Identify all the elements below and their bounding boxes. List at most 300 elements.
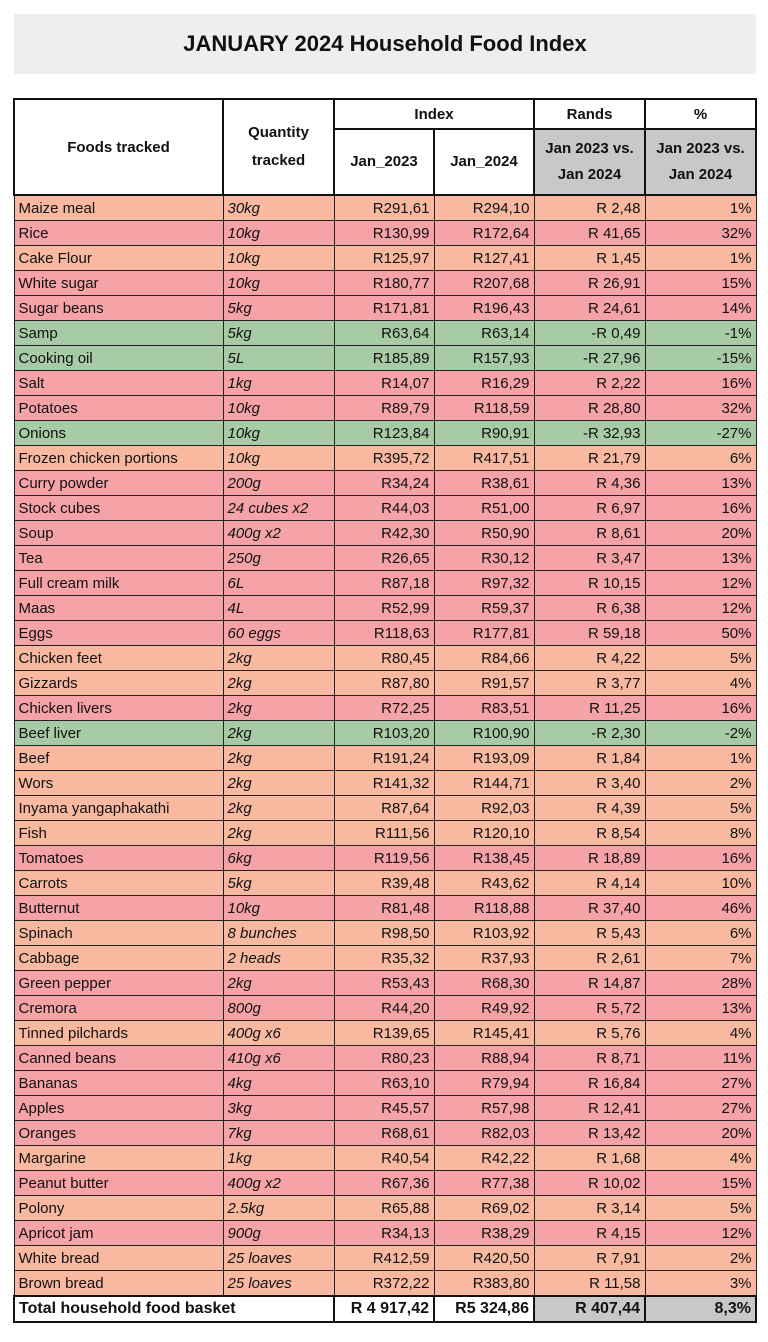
cell-rands-change: R 1,68 <box>534 1146 645 1171</box>
cell-quantity: 24 cubes x2 <box>223 496 334 521</box>
cell-jan-2023: R98,50 <box>334 921 434 946</box>
cell-jan-2023: R123,84 <box>334 421 434 446</box>
header-rands: Rands <box>534 99 645 129</box>
cell-rands-change: R 41,65 <box>534 221 645 246</box>
cell-quantity: 5L <box>223 346 334 371</box>
cell-rands-change: R 2,48 <box>534 195 645 221</box>
cell-rands-change: R 6,38 <box>534 596 645 621</box>
table-row <box>14 471 756 496</box>
cell-percent-change: 46% <box>645 896 756 921</box>
cell-jan-2023: R80,45 <box>334 646 434 671</box>
cell-percent-change: -27% <box>645 421 756 446</box>
cell-quantity: 10kg <box>223 896 334 921</box>
cell-jan-2023: R119,56 <box>334 846 434 871</box>
table-row <box>14 271 756 296</box>
cell-quantity: 400g x6 <box>223 1021 334 1046</box>
cell-food: Frozen chicken portions <box>14 446 223 471</box>
cell-jan-2024: R103,92 <box>434 921 534 946</box>
food-rows <box>14 195 756 1296</box>
table-row <box>14 1271 756 1297</box>
header-jan-2024: Jan_2024 <box>434 129 534 195</box>
total-row <box>14 1296 756 1322</box>
cell-food: Tinned pilchards <box>14 1021 223 1046</box>
cell-rands-change: -R 27,96 <box>534 346 645 371</box>
header-rands-comparison: Jan 2023 vs. Jan 2024 <box>534 129 645 195</box>
cell-quantity: 900g <box>223 1221 334 1246</box>
cell-jan-2023: R45,57 <box>334 1096 434 1121</box>
cell-percent-change: 14% <box>645 296 756 321</box>
cell-rands-change: R 5,72 <box>534 996 645 1021</box>
cell-jan-2023: R42,30 <box>334 521 434 546</box>
cell-jan-2024: R100,90 <box>434 721 534 746</box>
cell-percent-change: 11% <box>645 1046 756 1071</box>
cell-jan-2024: R63,14 <box>434 321 534 346</box>
cell-quantity: 6kg <box>223 846 334 871</box>
cell-quantity: 1kg <box>223 371 334 396</box>
cell-rands-change: R 3,77 <box>534 671 645 696</box>
cell-quantity: 10kg <box>223 421 334 446</box>
cell-jan-2024: R50,90 <box>434 521 534 546</box>
cell-jan-2023: R14,07 <box>334 371 434 396</box>
table-row <box>14 896 756 921</box>
table-row <box>14 771 756 796</box>
cell-food: Potatoes <box>14 396 223 421</box>
table-row <box>14 721 756 746</box>
page-title: JANUARY 2024 Household Food Index <box>183 31 587 56</box>
cell-percent-change: 27% <box>645 1071 756 1096</box>
cell-rands-change: R 8,61 <box>534 521 645 546</box>
cell-quantity: 410g x6 <box>223 1046 334 1071</box>
table-row <box>14 221 756 246</box>
cell-jan-2024: R91,57 <box>434 671 534 696</box>
cell-jan-2024: R193,09 <box>434 746 534 771</box>
cell-rands-change: R 37,40 <box>534 896 645 921</box>
table-row <box>14 571 756 596</box>
cell-jan-2023: R125,97 <box>334 246 434 271</box>
cell-percent-change: 4% <box>645 671 756 696</box>
cell-rands-change: R 4,22 <box>534 646 645 671</box>
cell-rands-change: R 11,25 <box>534 696 645 721</box>
cell-percent-change: 6% <box>645 921 756 946</box>
cell-jan-2023: R118,63 <box>334 621 434 646</box>
cell-jan-2023: R180,77 <box>334 271 434 296</box>
table-row <box>14 746 756 771</box>
cell-percent-change: 6% <box>645 446 756 471</box>
cell-food: Apples <box>14 1096 223 1121</box>
cell-jan-2024: R120,10 <box>434 821 534 846</box>
cell-jan-2023: R171,81 <box>334 296 434 321</box>
cell-jan-2023: R52,99 <box>334 596 434 621</box>
cell-percent-change: 16% <box>645 371 756 396</box>
cell-jan-2024: R177,81 <box>434 621 534 646</box>
cell-jan-2023: R26,65 <box>334 546 434 571</box>
cell-quantity: 4kg <box>223 1071 334 1096</box>
cell-jan-2024: R145,41 <box>434 1021 534 1046</box>
cell-food: Stock cubes <box>14 496 223 521</box>
cell-food: Cabbage <box>14 946 223 971</box>
cell-food: Samp <box>14 321 223 346</box>
cell-food: Salt <box>14 371 223 396</box>
cell-percent-change: 1% <box>645 746 756 771</box>
cell-rands-change: R 12,41 <box>534 1096 645 1121</box>
cell-quantity: 25 loaves <box>223 1246 334 1271</box>
cell-rands-change: R 11,58 <box>534 1271 645 1297</box>
cell-jan-2023: R63,64 <box>334 321 434 346</box>
cell-food: Curry powder <box>14 471 223 496</box>
cell-quantity: 7kg <box>223 1121 334 1146</box>
total-jan-2024: R5 324,86 <box>434 1296 534 1322</box>
table-row <box>14 371 756 396</box>
cell-rands-change: R 5,76 <box>534 1021 645 1046</box>
cell-jan-2023: R87,80 <box>334 671 434 696</box>
header-percent: % <box>645 99 756 129</box>
cell-jan-2023: R44,03 <box>334 496 434 521</box>
cell-quantity: 5kg <box>223 321 334 346</box>
cell-food: Apricot jam <box>14 1221 223 1246</box>
cell-jan-2024: R207,68 <box>434 271 534 296</box>
cell-percent-change: 8% <box>645 821 756 846</box>
cell-jan-2024: R157,93 <box>434 346 534 371</box>
cell-jan-2024: R127,41 <box>434 246 534 271</box>
cell-quantity: 10kg <box>223 446 334 471</box>
cell-jan-2024: R38,61 <box>434 471 534 496</box>
table-row <box>14 1021 756 1046</box>
cell-food: Maas <box>14 596 223 621</box>
cell-jan-2024: R77,38 <box>434 1171 534 1196</box>
cell-jan-2023: R141,32 <box>334 771 434 796</box>
header-index: Index <box>334 99 534 129</box>
cell-percent-change: 32% <box>645 396 756 421</box>
table-row <box>14 1246 756 1271</box>
table-row <box>14 846 756 871</box>
cell-food: Rice <box>14 221 223 246</box>
title-banner <box>14 14 756 74</box>
cell-percent-change: 3% <box>645 1271 756 1297</box>
table-row <box>14 446 756 471</box>
cell-quantity: 2kg <box>223 696 334 721</box>
cell-jan-2024: R417,51 <box>434 446 534 471</box>
cell-rands-change: R 3,14 <box>534 1196 645 1221</box>
cell-percent-change: 16% <box>645 496 756 521</box>
total-rands-change: R 407,44 <box>534 1296 645 1322</box>
cell-jan-2023: R395,72 <box>334 446 434 471</box>
cell-jan-2023: R139,65 <box>334 1021 434 1046</box>
cell-rands-change: R 2,61 <box>534 946 645 971</box>
cell-percent-change: 10% <box>645 871 756 896</box>
header-jan-2023: Jan_2023 <box>334 129 434 195</box>
cell-percent-change: 27% <box>645 1096 756 1121</box>
cell-food: Margarine <box>14 1146 223 1171</box>
table-row <box>14 1046 756 1071</box>
food-index-table <box>13 98 757 1323</box>
cell-jan-2024: R144,71 <box>434 771 534 796</box>
cell-food: Green pepper <box>14 971 223 996</box>
table-row <box>14 821 756 846</box>
table-row <box>14 521 756 546</box>
cell-rands-change: R 14,87 <box>534 971 645 996</box>
cell-percent-change: 15% <box>645 1171 756 1196</box>
cell-rands-change: R 16,84 <box>534 1071 645 1096</box>
cell-jan-2024: R82,03 <box>434 1121 534 1146</box>
table-row <box>14 546 756 571</box>
cell-food: Fish <box>14 821 223 846</box>
cell-quantity: 5kg <box>223 871 334 896</box>
cell-food: Gizzards <box>14 671 223 696</box>
cell-percent-change: 13% <box>645 996 756 1021</box>
cell-percent-change: 1% <box>645 246 756 271</box>
cell-food: Sugar beans <box>14 296 223 321</box>
table-row <box>14 971 756 996</box>
cell-jan-2024: R84,66 <box>434 646 534 671</box>
cell-jan-2023: R53,43 <box>334 971 434 996</box>
cell-jan-2024: R294,10 <box>434 195 534 221</box>
header-foods-tracked: Foods tracked <box>14 99 223 195</box>
cell-quantity: 10kg <box>223 271 334 296</box>
cell-jan-2023: R130,99 <box>334 221 434 246</box>
cell-quantity: 2kg <box>223 746 334 771</box>
cell-jan-2023: R372,22 <box>334 1271 434 1297</box>
cell-rands-change: R 1,84 <box>534 746 645 771</box>
cell-percent-change: 4% <box>645 1146 756 1171</box>
cell-quantity: 2kg <box>223 646 334 671</box>
cell-quantity: 6L <box>223 571 334 596</box>
table-row <box>14 1121 756 1146</box>
cell-quantity: 400g x2 <box>223 1171 334 1196</box>
cell-jan-2023: R34,13 <box>334 1221 434 1246</box>
cell-jan-2024: R43,62 <box>434 871 534 896</box>
cell-jan-2023: R67,36 <box>334 1171 434 1196</box>
cell-jan-2024: R196,43 <box>434 296 534 321</box>
cell-rands-change: R 18,89 <box>534 846 645 871</box>
cell-rands-change: R 8,71 <box>534 1046 645 1071</box>
table-row <box>14 596 756 621</box>
cell-quantity: 2kg <box>223 721 334 746</box>
cell-jan-2024: R16,29 <box>434 371 534 396</box>
total-jan-2023: R 4 917,42 <box>334 1296 434 1322</box>
cell-jan-2023: R39,48 <box>334 871 434 896</box>
cell-jan-2024: R383,80 <box>434 1271 534 1297</box>
table-row <box>14 1196 756 1221</box>
cell-jan-2023: R89,79 <box>334 396 434 421</box>
cell-food: Beef <box>14 746 223 771</box>
cell-jan-2023: R63,10 <box>334 1071 434 1096</box>
cell-jan-2023: R40,54 <box>334 1146 434 1171</box>
cell-food: Brown bread <box>14 1271 223 1297</box>
cell-quantity: 2kg <box>223 671 334 696</box>
cell-jan-2023: R65,88 <box>334 1196 434 1221</box>
cell-percent-change: 32% <box>645 221 756 246</box>
cell-jan-2024: R118,88 <box>434 896 534 921</box>
cell-jan-2023: R72,25 <box>334 696 434 721</box>
cell-percent-change: 4% <box>645 1021 756 1046</box>
cell-jan-2023: R111,56 <box>334 821 434 846</box>
cell-rands-change: -R 0,49 <box>534 321 645 346</box>
cell-quantity: 2 heads <box>223 946 334 971</box>
table-row <box>14 946 756 971</box>
table-row <box>14 1171 756 1196</box>
table-row <box>14 1221 756 1246</box>
header-quantity-tracked: Quantity tracked <box>223 99 334 195</box>
cell-jan-2024: R49,92 <box>434 996 534 1021</box>
cell-jan-2024: R92,03 <box>434 796 534 821</box>
cell-percent-change: 1% <box>645 195 756 221</box>
cell-percent-change: 16% <box>645 696 756 721</box>
cell-food: Chicken livers <box>14 696 223 721</box>
cell-food: Tea <box>14 546 223 571</box>
table-row <box>14 321 756 346</box>
cell-quantity: 2kg <box>223 821 334 846</box>
cell-percent-change: 2% <box>645 1246 756 1271</box>
cell-rands-change: R 3,40 <box>534 771 645 796</box>
cell-percent-change: 12% <box>645 1221 756 1246</box>
cell-jan-2024: R79,94 <box>434 1071 534 1096</box>
cell-percent-change: 12% <box>645 596 756 621</box>
cell-percent-change: 50% <box>645 621 756 646</box>
cell-rands-change: R 8,54 <box>534 821 645 846</box>
cell-jan-2024: R37,93 <box>434 946 534 971</box>
cell-food: Wors <box>14 771 223 796</box>
cell-food: Cremora <box>14 996 223 1021</box>
cell-rands-change: R 4,39 <box>534 796 645 821</box>
cell-jan-2023: R80,23 <box>334 1046 434 1071</box>
table-row <box>14 246 756 271</box>
cell-jan-2023: R81,48 <box>334 896 434 921</box>
cell-percent-change: -1% <box>645 321 756 346</box>
table-row <box>14 696 756 721</box>
cell-rands-change: R 4,36 <box>534 471 645 496</box>
cell-percent-change: 20% <box>645 521 756 546</box>
cell-rands-change: R 5,43 <box>534 921 645 946</box>
cell-quantity: 400g x2 <box>223 521 334 546</box>
cell-food: Polony <box>14 1196 223 1221</box>
table-row <box>14 496 756 521</box>
table-row <box>14 1096 756 1121</box>
cell-jan-2023: R103,20 <box>334 721 434 746</box>
cell-jan-2024: R90,91 <box>434 421 534 446</box>
cell-jan-2023: R191,24 <box>334 746 434 771</box>
cell-percent-change: 16% <box>645 846 756 871</box>
cell-jan-2024: R138,45 <box>434 846 534 871</box>
header-percent-comparison: Jan 2023 vs. Jan 2024 <box>645 129 756 195</box>
cell-food: White bread <box>14 1246 223 1271</box>
cell-percent-change: 13% <box>645 471 756 496</box>
cell-quantity: 10kg <box>223 221 334 246</box>
cell-jan-2024: R30,12 <box>434 546 534 571</box>
cell-jan-2024: R172,64 <box>434 221 534 246</box>
cell-rands-change: R 13,42 <box>534 1121 645 1146</box>
cell-rands-change: R 21,79 <box>534 446 645 471</box>
table-row <box>14 921 756 946</box>
cell-food: Carrots <box>14 871 223 896</box>
cell-percent-change: 13% <box>645 546 756 571</box>
cell-rands-change: R 4,14 <box>534 871 645 896</box>
cell-jan-2023: R291,61 <box>334 195 434 221</box>
cell-food: Eggs <box>14 621 223 646</box>
cell-rands-change: R 10,02 <box>534 1171 645 1196</box>
cell-quantity: 10kg <box>223 246 334 271</box>
table-row <box>14 421 756 446</box>
cell-jan-2024: R42,22 <box>434 1146 534 1171</box>
table-row <box>14 1146 756 1171</box>
table-row <box>14 646 756 671</box>
cell-rands-change: R 7,91 <box>534 1246 645 1271</box>
cell-quantity: 3kg <box>223 1096 334 1121</box>
cell-rands-change: R 2,22 <box>534 371 645 396</box>
cell-rands-change: R 24,61 <box>534 296 645 321</box>
cell-food: Peanut butter <box>14 1171 223 1196</box>
cell-jan-2024: R59,37 <box>434 596 534 621</box>
cell-jan-2024: R57,98 <box>434 1096 534 1121</box>
cell-food: Cake Flour <box>14 246 223 271</box>
cell-food: Bananas <box>14 1071 223 1096</box>
cell-food: Maize meal <box>14 195 223 221</box>
table-row <box>14 346 756 371</box>
cell-food: White sugar <box>14 271 223 296</box>
cell-rands-change: R 6,97 <box>534 496 645 521</box>
cell-quantity: 8 bunches <box>223 921 334 946</box>
cell-rands-change: R 4,15 <box>534 1221 645 1246</box>
cell-percent-change: 5% <box>645 1196 756 1221</box>
table-row <box>14 1071 756 1096</box>
table-row <box>14 396 756 421</box>
cell-jan-2023: R44,20 <box>334 996 434 1021</box>
cell-quantity: 10kg <box>223 396 334 421</box>
cell-rands-change: -R 2,30 <box>534 721 645 746</box>
cell-quantity: 1kg <box>223 1146 334 1171</box>
table-row <box>14 871 756 896</box>
total-percent-change: 8,3% <box>645 1296 756 1322</box>
cell-food: Canned beans <box>14 1046 223 1071</box>
table-row <box>14 195 756 221</box>
cell-jan-2023: R87,64 <box>334 796 434 821</box>
cell-quantity: 250g <box>223 546 334 571</box>
cell-jan-2024: R118,59 <box>434 396 534 421</box>
cell-quantity: 2kg <box>223 971 334 996</box>
cell-quantity: 200g <box>223 471 334 496</box>
cell-jan-2023: R34,24 <box>334 471 434 496</box>
table-row <box>14 296 756 321</box>
cell-rands-change: R 3,47 <box>534 546 645 571</box>
cell-food: Chicken feet <box>14 646 223 671</box>
cell-jan-2024: R38,29 <box>434 1221 534 1246</box>
cell-quantity: 30kg <box>223 195 334 221</box>
cell-food: Spinach <box>14 921 223 946</box>
cell-quantity: 60 eggs <box>223 621 334 646</box>
cell-food: Beef liver <box>14 721 223 746</box>
table-row <box>14 621 756 646</box>
cell-percent-change: 2% <box>645 771 756 796</box>
cell-rands-change: R 10,15 <box>534 571 645 596</box>
cell-food: Soup <box>14 521 223 546</box>
cell-rands-change: -R 32,93 <box>534 421 645 446</box>
cell-quantity: 800g <box>223 996 334 1021</box>
cell-food: Onions <box>14 421 223 446</box>
cell-jan-2023: R185,89 <box>334 346 434 371</box>
cell-percent-change: 28% <box>645 971 756 996</box>
cell-rands-change: R 26,91 <box>534 271 645 296</box>
cell-quantity: 2kg <box>223 771 334 796</box>
cell-food: Full cream milk <box>14 571 223 596</box>
table-row <box>14 796 756 821</box>
cell-jan-2023: R68,61 <box>334 1121 434 1146</box>
cell-jan-2024: R68,30 <box>434 971 534 996</box>
cell-food: Cooking oil <box>14 346 223 371</box>
cell-jan-2024: R97,32 <box>434 571 534 596</box>
cell-food: Butternut <box>14 896 223 921</box>
cell-percent-change: -2% <box>645 721 756 746</box>
cell-jan-2024: R69,02 <box>434 1196 534 1221</box>
cell-quantity: 4L <box>223 596 334 621</box>
